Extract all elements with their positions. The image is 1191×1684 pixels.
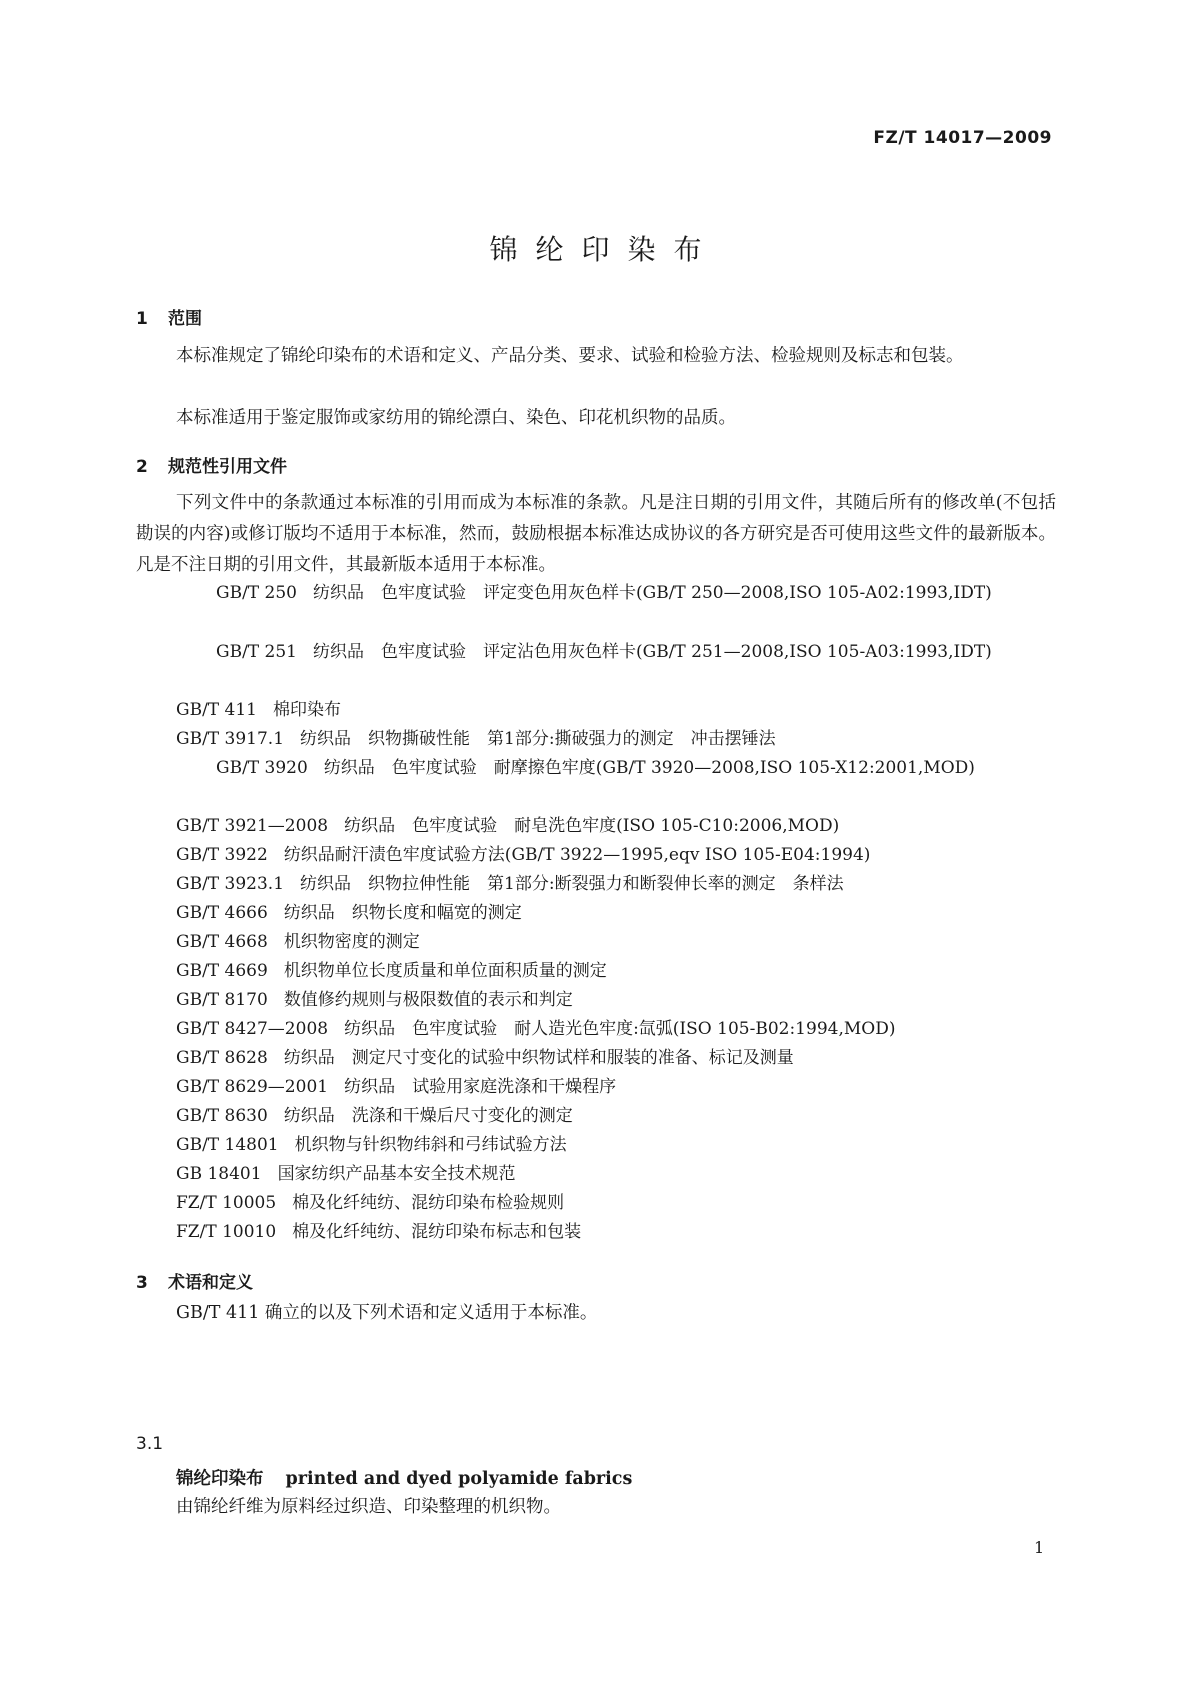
reference-title: 纺织品 试验用家庭洗涤和干燥程序 <box>344 1077 617 1097</box>
reference-code: GB/T 14801 <box>176 1135 279 1155</box>
page-number: 1 <box>1034 1538 1045 1557</box>
term-chinese: 锦纶印染布 <box>176 1469 264 1489</box>
section-number: 3 <box>136 1273 148 1293</box>
reference-code: GB/T 251 <box>216 642 297 662</box>
reference-title: 纺织品 织物撕破性能 第1部分:撕破强力的测定 冲击摆锤法 <box>300 729 776 749</box>
term-entry <box>176 1465 632 1490</box>
reference-item <box>136 753 1056 783</box>
section-number: 1 <box>136 309 148 329</box>
reference-code: GB/T 3921—2008 <box>176 816 329 836</box>
clause-number: 3.1 <box>136 1434 164 1454</box>
section-2-heading <box>136 452 287 477</box>
reference-item <box>136 578 1056 608</box>
reference-code: GB/T 3923.1 <box>176 874 285 894</box>
reference-item <box>176 1014 1056 1044</box>
reference-title: 纺织品 洗涤和干燥后尺寸变化的测定 <box>283 1106 573 1126</box>
reference-code: GB/T 8629—2001 <box>176 1077 329 1097</box>
reference-title: 纺织品 色牢度试验 评定变色用灰色样卡(GB/T 250—2008,ISO 105-A02:1993,IDT) <box>313 583 992 603</box>
reference-code: GB/T 411 <box>176 700 257 720</box>
reference-code: GB 18401 <box>176 1164 262 1184</box>
reference-code: GB/T 3922 <box>176 845 268 865</box>
reference-title: 机织物与针织物纬斜和弓纬试验方法 <box>294 1135 567 1155</box>
reference-title: 纺织品 测定尺寸变化的试验中织物试样和服装的准备、标记及测量 <box>283 1048 794 1068</box>
reference-code: GB/T 250 <box>216 583 297 603</box>
reference-code: GB/T 3917.1 <box>176 729 285 749</box>
term-definition: 由锦纶纤维为原料经过织造、印染整理的机织物。 <box>176 1497 561 1517</box>
reference-code: GB/T 3920 <box>216 758 308 778</box>
reference-title: 纺织品 织物拉伸性能 第1部分:断裂强力和断裂伸长率的测定 条样法 <box>300 874 844 894</box>
reference-item <box>176 927 1056 957</box>
section-2-paragraph-1: 下列文件中的条款通过本标准的引用而成为本标准的条款。凡是注日期的引用文件，其随后所有的修改单(不包括勘误的内容)或修订版均不适用于本标准，然而，鼓励根据本标准达成协议的各方研究是否可使用这些文件的最新版本。凡是不注日期的引用文件，其最新版本适用于本标准。 <box>136 493 1056 575</box>
reference-item <box>176 1072 1056 1102</box>
reference-code: FZ/T 10005 <box>176 1193 277 1213</box>
reference-item <box>176 811 1056 841</box>
reference-code: GB/T 4668 <box>176 932 268 952</box>
reference-title: 棉及化纤纯纺、混纺印染布标志和包装 <box>292 1222 582 1242</box>
reference-item <box>176 724 1056 754</box>
section-title: 术语和定义 <box>168 1273 253 1293</box>
reference-item <box>176 1188 1056 1218</box>
reference-item <box>176 1101 1056 1131</box>
reference-title: 棉及化纤纯纺、混纺印染布检验规则 <box>292 1193 565 1213</box>
reference-code: GB/T 4669 <box>176 961 268 981</box>
reference-code: GB/T 4666 <box>176 903 268 923</box>
reference-title: 纺织品耐汗渍色牢度试验方法(GB/T 3922—1995,eqv ISO 105-E04:1994) <box>283 845 871 865</box>
reference-title: 纺织品 色牢度试验 耐皂洗色牢度(ISO 105-C10:2006,MOD) <box>344 816 840 836</box>
term-english: printed and dyed polyamide fabrics <box>285 1469 633 1489</box>
reference-code: FZ/T 10010 <box>176 1222 277 1242</box>
reference-title: 机织物密度的测定 <box>283 932 420 952</box>
reference-item <box>136 637 1056 667</box>
reference-title: 棉印染布 <box>273 700 341 720</box>
section-3-paragraph-1: GB/T 411 确立的以及下列术语和定义适用于本标准。 <box>176 1303 598 1323</box>
reference-item <box>176 1159 1056 1189</box>
reference-item <box>176 985 1056 1015</box>
reference-item <box>176 869 1056 899</box>
document-title: 锦纶印染布 <box>489 233 720 266</box>
reference-title: 纺织品 色牢度试验 评定沾色用灰色样卡(GB/T 251—2008,ISO 105-A03:1993,IDT) <box>313 642 992 662</box>
reference-title: 纺织品 织物长度和幅宽的测定 <box>283 903 522 923</box>
reference-item <box>176 956 1056 986</box>
reference-code: GB/T 8628 <box>176 1048 268 1068</box>
reference-title: 纺织品 色牢度试验 耐人造光色牢度:氙弧(ISO 105-B02:1994,MOD) <box>344 1019 896 1039</box>
standard-code: FZ/T 14017—2009 <box>873 128 1052 148</box>
reference-item <box>176 840 1056 870</box>
section-1-heading <box>136 304 202 329</box>
reference-code: GB/T 8427—2008 <box>176 1019 329 1039</box>
reference-code: GB/T 8170 <box>176 990 268 1010</box>
section-title: 范围 <box>168 309 202 329</box>
reference-title: 机织物单位长度质量和单位面积质量的测定 <box>283 961 607 981</box>
reference-item <box>176 695 1056 725</box>
reference-item <box>176 898 1056 928</box>
reference-title: 国家纺织产品基本安全技术规范 <box>277 1164 516 1184</box>
reference-title: 纺织品 色牢度试验 耐摩擦色牢度(GB/T 3920—2008,ISO 105-X12:2001,MOD) <box>323 758 975 778</box>
section-1-paragraph-1: 本标准规定了锦纶印染布的术语和定义、产品分类、要求、试验和检验方法、检验规则及标志和包装。 <box>176 346 964 366</box>
reference-item <box>176 1130 1056 1160</box>
section-title: 规范性引用文件 <box>168 457 287 477</box>
reference-item <box>176 1217 1056 1247</box>
section-number: 2 <box>136 457 148 477</box>
section-3-heading <box>136 1268 253 1293</box>
reference-item <box>176 1043 1056 1073</box>
reference-title: 数值修约规则与极限数值的表示和判定 <box>283 990 573 1010</box>
section-1-paragraph-2: 本标准适用于鉴定服饰或家纺用的锦纶漂白、染色、印花机织物的品质。 <box>176 408 736 428</box>
reference-code: GB/T 8630 <box>176 1106 268 1126</box>
